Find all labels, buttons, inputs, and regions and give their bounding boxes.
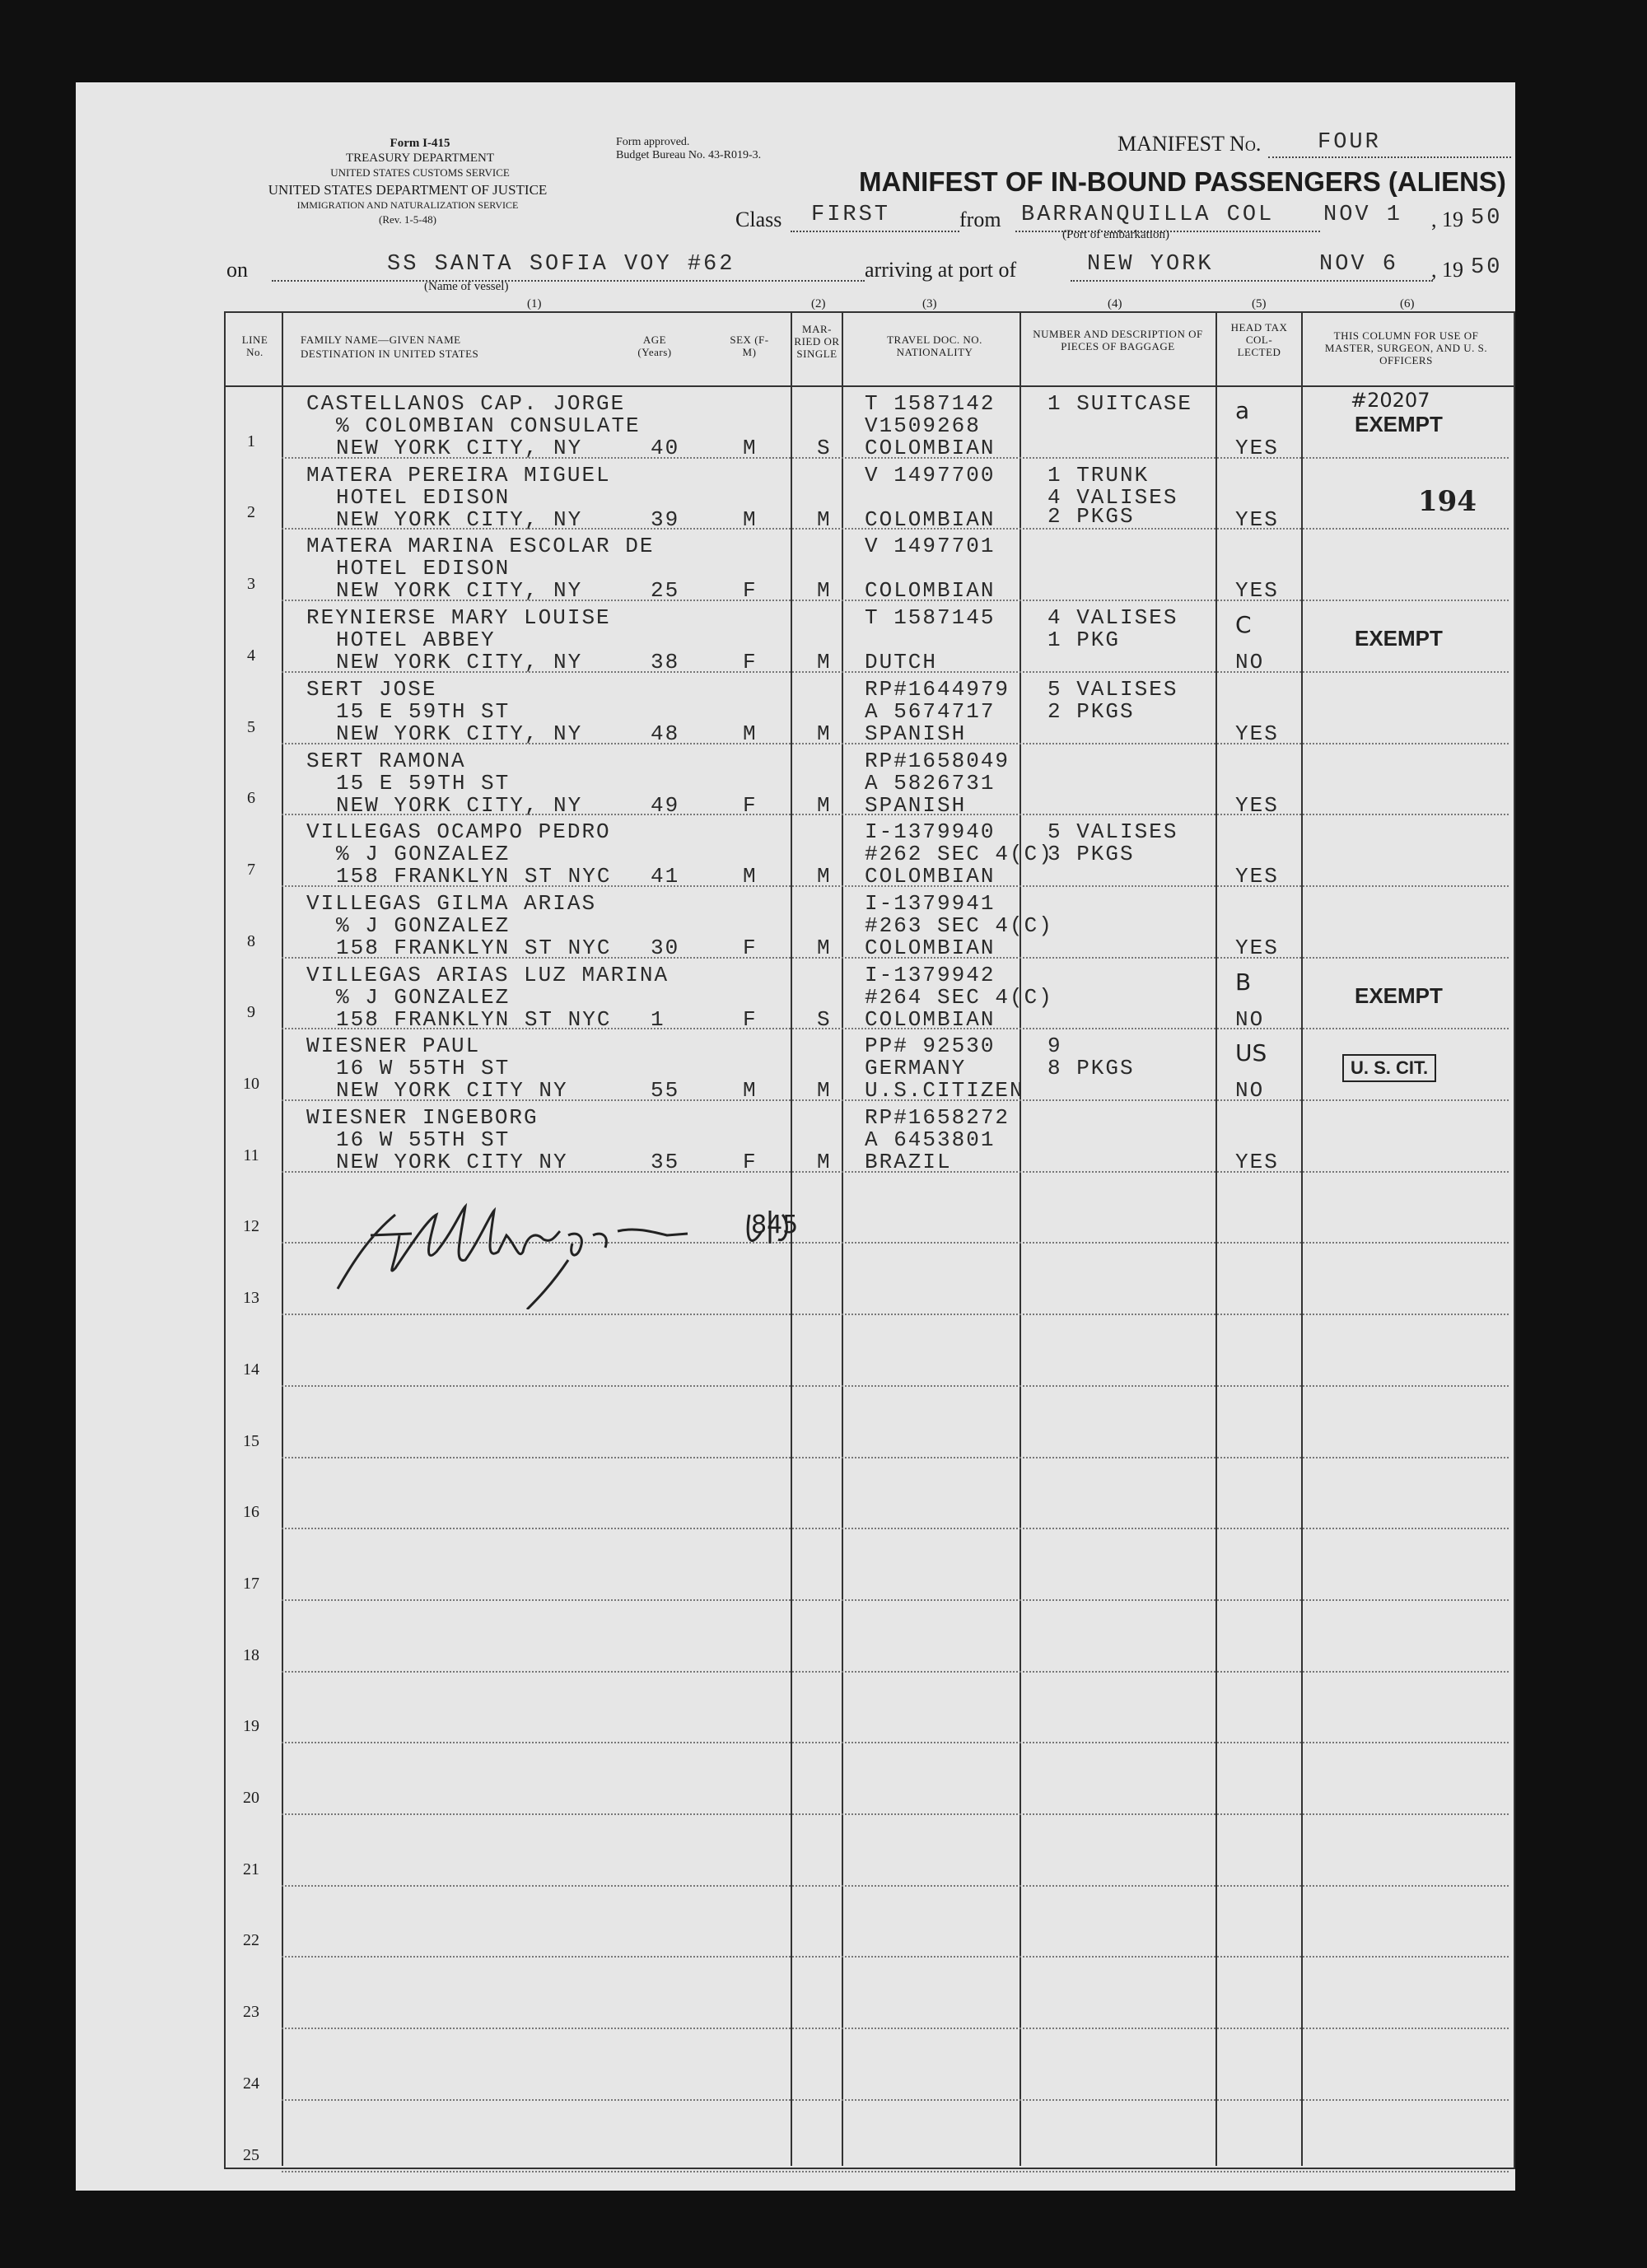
passenger-sex: F: [743, 1006, 758, 1032]
passenger-marital: M: [817, 578, 832, 604]
vessel-note: (Name of vessel): [424, 280, 509, 293]
col-num-5: (5): [1252, 297, 1267, 310]
hdr-family-name: FAMILY NAME—GIVEN NAME: [301, 334, 461, 346]
line-number: 17: [243, 1574, 259, 1593]
doj-header: [222, 183, 593, 227]
travel-doc-no-2: V1509268: [865, 413, 981, 438]
passenger-address: HOTEL EDISON: [336, 484, 511, 510]
travel-doc-no: I-1379941: [865, 890, 996, 916]
form-header-left: [288, 136, 552, 180]
passenger-sex: F: [743, 792, 758, 818]
doj-title: UNITED STATES DEPARTMENT OF JUSTICE: [268, 182, 548, 198]
baggage-2: 4 VALISES: [1047, 484, 1178, 510]
line-number: 1: [247, 432, 255, 450]
col-num-4: (4): [1108, 297, 1122, 310]
passenger-age: 35: [651, 1150, 680, 1174]
passenger-city: NEW YORK CITY, NY: [336, 792, 583, 818]
travel-doc-no-2: #262 SEC 4(C): [865, 842, 1053, 867]
passenger-age: 40: [651, 436, 680, 460]
hdr-age: AGE (Years): [637, 334, 672, 358]
header-rule: [224, 385, 1514, 387]
passenger-name: CASTELLANOS CAP. JORGE: [306, 391, 626, 416]
travel-doc-no-2: #264 SEC 4(C): [865, 984, 1053, 1010]
head-tax-mark: B: [1235, 968, 1252, 996]
row-rule: [282, 1956, 1509, 1958]
vessel-name: SS SANTA SOFIA VOY #62: [387, 252, 735, 277]
row-rule: [282, 1314, 1509, 1315]
head-tax-mark: US: [1235, 1039, 1267, 1067]
travel-doc-no: RP#1658272: [865, 1105, 1010, 1130]
line-number: 3: [247, 575, 255, 594]
travel-doc-no: I-1379940: [865, 819, 996, 845]
line-number: 20: [243, 1789, 259, 1807]
line-number: 15: [243, 1431, 259, 1450]
passenger-marital: M: [817, 792, 832, 818]
from-label: from: [959, 208, 1001, 231]
passenger-name: REYNIERSE MARY LOUISE: [306, 605, 611, 631]
officer-note: EXEMPT: [1355, 412, 1443, 436]
head-tax: NO: [1235, 1006, 1265, 1032]
head-tax: NO: [1235, 650, 1265, 675]
baggage: 4 VALISES: [1047, 605, 1178, 631]
head-tax-mark: a: [1235, 397, 1250, 424]
line-number: 6: [247, 789, 255, 808]
row-rule: [282, 2171, 1509, 2172]
baggage: 1 TRUNK: [1047, 462, 1150, 488]
line-number: 25: [243, 2145, 259, 2164]
line-number: 24: [243, 2074, 259, 2093]
baggage-2: 3 PKGS: [1047, 842, 1135, 867]
line-number: 23: [243, 2003, 259, 2022]
travel-doc-no-2: #263 SEC 4(C): [865, 912, 1053, 938]
hdr-line-no: LINE No.: [241, 334, 268, 358]
passenger-marital: S: [817, 436, 832, 460]
hdr-officers: THIS COLUMN FOR USE OF MASTER, SURGEON, AND U. S. OFFICERS: [1324, 329, 1488, 366]
passenger-age: 55: [651, 1078, 680, 1104]
line-number: 14: [243, 1360, 259, 1379]
head-tax: YES: [1235, 935, 1279, 960]
from-year-prefix: , 19: [1431, 208, 1463, 231]
signature-note: 845: [751, 1211, 799, 1239]
passenger-age: 1: [651, 1006, 665, 1032]
passenger-name: MATERA PEREIRA MIGUEL: [306, 462, 611, 488]
passenger-city: NEW YORK CITY, NY: [336, 436, 583, 460]
col-num-3: (3): [922, 297, 937, 310]
hdr-baggage: NUMBER AND DESCRIPTION OF PIECES OF BAGGAGE: [1033, 328, 1203, 352]
baggage-2: 1 PKG: [1047, 628, 1121, 653]
form-approved: [616, 136, 761, 162]
passenger-city: 158 FRANKLYN ST NYC: [336, 935, 612, 960]
travel-doc-no: PP# 92530: [865, 1034, 996, 1059]
passenger-marital: M: [817, 721, 832, 746]
passenger-address: % J GONZALEZ: [336, 912, 511, 938]
row-rule: [282, 1599, 1509, 1601]
manifest-no-label: MANIFEST No.: [1117, 132, 1262, 156]
passenger-name: MATERA MARINA ESCOLAR DE: [306, 534, 655, 559]
head-tax: YES: [1235, 1150, 1279, 1174]
nationality: COLOMBIAN: [865, 935, 996, 960]
hdr-travel-doc: TRAVEL DOC. NO. NATIONALITY: [887, 334, 982, 358]
port-embark-note: (Port of embarkation): [1062, 228, 1169, 241]
class-line: [791, 231, 959, 232]
line-number: 8: [247, 931, 255, 950]
col-num-1: (1): [527, 297, 542, 310]
row-rule: [282, 1742, 1509, 1743]
line-number: 7: [247, 860, 255, 879]
col-num-2: (2): [811, 297, 826, 310]
officer-note-2: #20207: [1351, 389, 1430, 412]
passenger-address: HOTEL EDISON: [336, 556, 511, 581]
customs-service: UNITED STATES CUSTOMS SERVICE: [330, 166, 510, 179]
passenger-sex: F: [743, 650, 758, 675]
passenger-city: NEW YORK CITY, NY: [336, 506, 583, 532]
col-num-6: (6): [1400, 297, 1415, 310]
ins-title: IMMIGRATION AND NATURALIZATION SERVICE: [296, 199, 519, 211]
passenger-city: NEW YORK CITY, NY: [336, 721, 583, 746]
nationality: U.S.CITIZEN: [865, 1078, 1024, 1104]
passenger-address: 16 W 55TH ST: [336, 1127, 511, 1152]
class-value: FIRST: [811, 203, 891, 227]
arrival-port: NEW YORK: [1087, 252, 1214, 277]
passenger-name: WIESNER INGEBORG: [306, 1105, 539, 1130]
travel-doc-no: T 1587145: [865, 605, 996, 631]
nationality: SPANISH: [865, 721, 967, 746]
nationality: COLOMBIAN: [865, 1006, 996, 1032]
passenger-marital: M: [817, 650, 832, 675]
nationality: COLOMBIAN: [865, 436, 996, 460]
passenger-name: VILLEGAS ARIAS LUZ MARINA: [306, 962, 670, 987]
row-rule: [282, 1885, 1509, 1887]
from-date: NOV 1: [1323, 203, 1403, 227]
hdr-sex: SEX (F-M): [730, 334, 769, 358]
arriving-label: arriving at port of: [865, 258, 1017, 282]
line-number: 18: [243, 1645, 259, 1664]
passenger-age: 48: [651, 721, 680, 746]
line-number: 13: [243, 1289, 259, 1308]
travel-doc-no: V 1497701: [865, 534, 996, 559]
nationality: BRAZIL: [865, 1150, 952, 1174]
travel-doc-no: T 1587142: [865, 391, 996, 416]
passenger-marital: M: [817, 935, 832, 960]
arrival-date: NOV 6: [1319, 252, 1399, 277]
approved-line: Form approved.: [616, 136, 690, 148]
vessel-line: [272, 280, 865, 282]
passenger-address: 16 W 55TH ST: [336, 1056, 511, 1081]
col-divider: [1019, 313, 1021, 2166]
passenger-sex: M: [743, 1078, 758, 1104]
officer-note: EXEMPT: [1355, 982, 1443, 1008]
travel-doc-no-2: A 5674717: [865, 698, 996, 724]
hdr-married: MAR- RIED OR SINGLE: [794, 323, 840, 360]
line-number: 12: [243, 1217, 259, 1236]
line-number: 9: [247, 1003, 255, 1022]
passenger-marital: M: [817, 1078, 832, 1104]
passenger-sex: M: [743, 864, 758, 889]
nationality: COLOMBIAN: [865, 864, 996, 889]
col-divider: [282, 313, 283, 2166]
passenger-marital: S: [817, 1006, 832, 1032]
baggage-2: 8 PKGS: [1047, 1056, 1135, 1081]
row-rule: [282, 1528, 1509, 1529]
row-rule: [282, 1385, 1509, 1387]
line-number: 5: [247, 717, 255, 736]
manifest-no-value: FOUR: [1318, 130, 1381, 155]
head-tax: YES: [1235, 792, 1279, 818]
col-divider: [1215, 313, 1217, 2166]
passenger-age: 25: [651, 578, 680, 604]
arrival-line: [1071, 280, 1433, 282]
passenger-city: NEW YORK CITY NY: [336, 1078, 568, 1104]
line-number: 22: [243, 1931, 259, 1950]
passenger-name: SERT JOSE: [306, 676, 437, 702]
from-port: BARRANQUILLA COL: [1021, 203, 1275, 227]
nationality: DUTCH: [865, 650, 938, 675]
passenger-age: 30: [651, 935, 680, 960]
passenger-city: 158 FRANKLYN ST NYC: [336, 864, 612, 889]
hdr-head-tax: HEAD TAX COL- LECTED: [1230, 321, 1288, 358]
treasury-dept: TREASURY DEPARTMENT: [345, 152, 495, 165]
baggage: 9: [1047, 1034, 1062, 1059]
travel-doc-no-2: GERMANY: [865, 1056, 967, 1081]
passenger-name: SERT RAMONA: [306, 748, 466, 773]
passenger-marital: M: [817, 1150, 832, 1174]
col-divider: [1301, 313, 1303, 2166]
passenger-sex: M: [743, 436, 758, 460]
arrival-year: 50: [1471, 255, 1503, 280]
nationality: COLOMBIAN: [865, 578, 996, 604]
line-number: 2: [247, 503, 255, 522]
passenger-sex: M: [743, 506, 758, 532]
passenger-sex: F: [743, 935, 758, 960]
travel-doc-no: V 1497700: [865, 462, 996, 488]
passenger-name: VILLEGAS GILMA ARIAS: [306, 890, 597, 916]
passenger-city: NEW YORK CITY, NY: [336, 650, 583, 675]
baggage: 1 SUITCASE: [1047, 391, 1193, 416]
from-year: 50: [1471, 206, 1503, 231]
head-tax: YES: [1235, 864, 1279, 889]
travel-doc-no: RP#1644979: [865, 676, 1010, 702]
officer-note: EXEMPT: [1355, 626, 1443, 651]
class-label: Class: [735, 208, 782, 231]
row-rule: [282, 1457, 1509, 1458]
row-rule: [282, 2028, 1509, 2029]
row-rule: [282, 2099, 1509, 2101]
head-tax-mark: C: [1235, 611, 1252, 639]
head-tax: YES: [1235, 506, 1279, 532]
passenger-address: HOTEL ABBEY: [336, 628, 496, 653]
hdr-destination: DESTINATION IN UNITED STATES: [301, 348, 479, 360]
passenger-address: % J GONZALEZ: [336, 842, 511, 867]
travel-doc-no: I-1379942: [865, 962, 996, 987]
manifest-no-line: [1268, 156, 1511, 158]
line-number: 4: [247, 646, 255, 665]
officer-note: 194: [1418, 484, 1477, 518]
passenger-sex: M: [743, 721, 758, 746]
passenger-address: 15 E 59TH ST: [336, 698, 511, 724]
baggage: 5 VALISES: [1047, 676, 1178, 702]
row-rule: [282, 1813, 1509, 1815]
passenger-marital: M: [817, 506, 832, 532]
travel-doc-no-2: A 6453801: [865, 1127, 996, 1152]
head-tax: YES: [1235, 721, 1279, 746]
officer-note: U. S. CIT.: [1342, 1054, 1436, 1082]
passenger-address: % COLOMBIAN CONSULATE: [336, 413, 641, 438]
row-rule: [282, 1671, 1509, 1673]
line-number: 11: [243, 1146, 259, 1164]
passenger-age: 39: [651, 506, 680, 532]
passenger-age: 38: [651, 650, 680, 675]
line-number: 16: [243, 1503, 259, 1522]
revision: (Rev. 1-5-48): [379, 213, 436, 226]
passenger-marital: M: [817, 864, 832, 889]
passenger-city: NEW YORK CITY, NY: [336, 578, 583, 604]
line-number: 21: [243, 1860, 259, 1878]
passenger-age: 49: [651, 792, 680, 818]
passenger-name: WIESNER PAUL: [306, 1034, 481, 1059]
on-label: on: [226, 258, 248, 282]
passenger-age: 41: [651, 864, 680, 889]
line-number: 10: [243, 1075, 259, 1093]
passenger-sex: F: [743, 1150, 758, 1174]
budget-line: Budget Bureau No. 43-R019-3.: [616, 149, 762, 161]
nationality: SPANISH: [865, 792, 967, 818]
signature: [321, 1186, 881, 1309]
form-number: Form I-415: [390, 137, 450, 150]
head-tax: YES: [1235, 578, 1279, 604]
head-tax: NO: [1235, 1078, 1265, 1104]
nationality: COLOMBIAN: [865, 506, 996, 532]
passenger-sex: F: [743, 578, 758, 604]
passenger-city: 158 FRANKLYN ST NYC: [336, 1006, 612, 1032]
baggage: 5 VALISES: [1047, 819, 1178, 845]
baggage-2: 2 PKGS: [1047, 698, 1135, 724]
passenger-city: NEW YORK CITY NY: [336, 1150, 568, 1174]
passenger-address: % J GONZALEZ: [336, 984, 511, 1010]
travel-doc-no-2: A 5826731: [865, 770, 996, 796]
passenger-name: VILLEGAS OCAMPO PEDRO: [306, 819, 611, 845]
head-tax: YES: [1235, 436, 1279, 460]
baggage-3: 2 PKGS: [1047, 503, 1135, 529]
manifest-title: MANIFEST OF IN-BOUND PASSENGERS (ALIENS): [859, 166, 1506, 197]
arrival-year-prefix: , 19: [1431, 258, 1463, 282]
passenger-address: 15 E 59TH ST: [336, 770, 511, 796]
travel-doc-no: RP#1658049: [865, 748, 1010, 773]
line-number: 19: [243, 1717, 259, 1736]
